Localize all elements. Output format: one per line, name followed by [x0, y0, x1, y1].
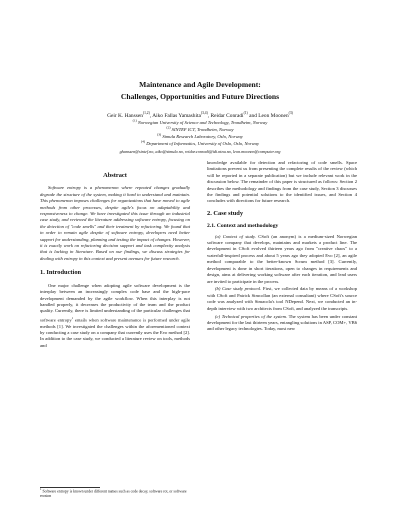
affiliation-text: Norwegian University of Science and Technology, Trondheim, Norway	[137, 120, 268, 125]
context-lead: (a) Context of study.	[215, 233, 256, 239]
context-methodology-heading: 2.1. Context and methodology	[207, 223, 279, 230]
abstract-heading: Abstract	[103, 172, 127, 179]
author-list: Geir K. Hanssen$^{(1,2)}$, Aiko Fallas Yamashita$^{(3,4)}$, Reidar Conradi$^{(1)}$ and Leon Moonen$^{(3)}$	[107, 111, 293, 119]
affiliation-text: SINTEF ICT, Trondheim, Norway	[171, 127, 234, 132]
author-affiliation-mark: (1,2)	[142, 111, 150, 116]
left-column	[40, 168, 190, 351]
introduction-paragraph-continued: knowledge available for detection and refactoring of code smells. Space limitations prevent us from presenting the complete results of the review (which will be reported in a separate publication) but we include relevant work in the discussion below. The remainder of this paper is structured as follows: Section 2 describes the methodology and findings from the case study, Section 3 discusses the findings and potential solutions to the identified issues, and Section 4 concludes with directions for future research.	[207, 160, 357, 204]
author-name: Leon Moonen	[258, 113, 289, 119]
introduction-heading: 1. Introduction	[40, 269, 82, 277]
author-name: Aiko Fallas Yamashita	[152, 113, 201, 119]
paper-title-line-2: Challenges, Opportunities and Future Directions	[120, 92, 280, 101]
paper-title-line-1: Maintenance and Agile Development:	[139, 80, 261, 89]
protocol-paragraph	[207, 286, 357, 312]
footnote-mark: 1	[40, 487, 42, 491]
author-name: Reidar Conradi	[210, 113, 244, 119]
footnote-divider	[40, 487, 100, 488]
technical-text: The system has been under constant development for the last thirteen years, entangling solutions in ASP, COM+, VB6 and other legacy technologies. Today, most new	[207, 313, 358, 332]
affiliation-mark: (1)	[132, 118, 137, 123]
technical-lead: (c) Technical properties of the system.	[215, 313, 288, 319]
affiliation-mark: (3)	[157, 132, 162, 137]
author-affiliation-mark: (1)	[243, 111, 248, 116]
affiliation-mark: (4)	[140, 139, 146, 144]
affiliation	[60, 120, 340, 126]
affiliation	[60, 127, 340, 133]
introduction-paragraph	[40, 283, 190, 350]
author-name: Geir K. Hanssen	[107, 113, 143, 119]
context-paragraph	[207, 234, 357, 285]
right-column	[207, 160, 357, 334]
abstract-text: Software entropy is a phenomenon where repeated changes gradually degrade the structure of the system, making it hard to understand and maintain. This phenomenon imposes challenges for organizations that have moved to agile methods from other processes, despite agile's focus on adaptability and responsiveness to change. We have investigated this issue through an industrial case study, and reviewed the literature addressing software entropy, focusing on the detection of "code smells" and their treatment by refactoring. We found that in order to remain agile despite of software entropy, developers need better support for understanding, planning and testing the impact of changes. However, it is exactly work on refactoring decision support and task complexity analysis that is lacking in literature. Based on our findings, we discuss strategies for dealing with entropy in this context and present avenues for future research.	[40, 185, 190, 261]
affiliation-mark: (2)	[166, 125, 171, 130]
case-study-heading: 2. Case study	[207, 209, 244, 217]
abstract	[40, 185, 190, 262]
protocol-lead: (b) Case study protocol.	[215, 286, 262, 292]
author-affiliation-mark: (3)	[288, 111, 293, 116]
context-text: CSoft (an anonym) is a medium-sized Norwegian software company that develops, maintains and markets a product line. The development in CSoft evolved thirteen years ago from "creative chaos" to a waterfall-inspired process and about 5 years ago they adopted Evo [2], an agile method comparable to the better-known Scrum method [3]. Currently, development is done in short iterations, open to changes in requirements and design, aims at delivering working software after each iteration, and lead users are invited to participate in the process.	[207, 233, 357, 284]
footnote-text: Software entropy is known under different names such as code decay, software rot, or software erosion	[40, 489, 187, 499]
introduction-text-continued: entails when software maintenance is performed under agile methods [1]. We investigated the challenges within the aforementioned context by conducting a case study on a company that currently uses the Evo method [2]. In addition to the case study, we conducted a literature review on tools, methods and	[40, 317, 190, 348]
author-emails: ghanssen@sintef.no, aiko@simula.no, reidar.conradi@idi.ntnu.no, leon.moonen@computer.org	[119, 149, 281, 154]
footnote	[40, 489, 190, 499]
protocol-text: First, we collected data by means of a workshop with CSoft and Patrick Simcollan (an external consultant) where CSoft's source code was analyzed with Simacola's tool NDepend. Next, we conducted an in-depth interview with two architects from CSoft, and analyzed the transcripts.	[207, 286, 357, 311]
affiliation-text: Department of Informatics, University of Oslo, Oslo, Norway	[146, 141, 260, 146]
affiliation-text: Simula Research Laboratory, Oslo, Norway	[162, 134, 243, 139]
affiliation	[60, 141, 340, 147]
technical-paragraph	[207, 314, 357, 333]
footnote-reference: 1	[71, 315, 74, 320]
affiliation	[60, 134, 340, 140]
introduction-text: One major challenge when adopting agile software development is the interplay between an increasingly complex code base and the high-pace development demanded by the agile workflow. When this interplay is not handled properly, it decreases the productivity of the team and the product quality. Currently, there is limited understanding of the particular challenges that software entropy	[40, 282, 190, 323]
author-affiliation-mark: (3,4)	[200, 111, 208, 116]
